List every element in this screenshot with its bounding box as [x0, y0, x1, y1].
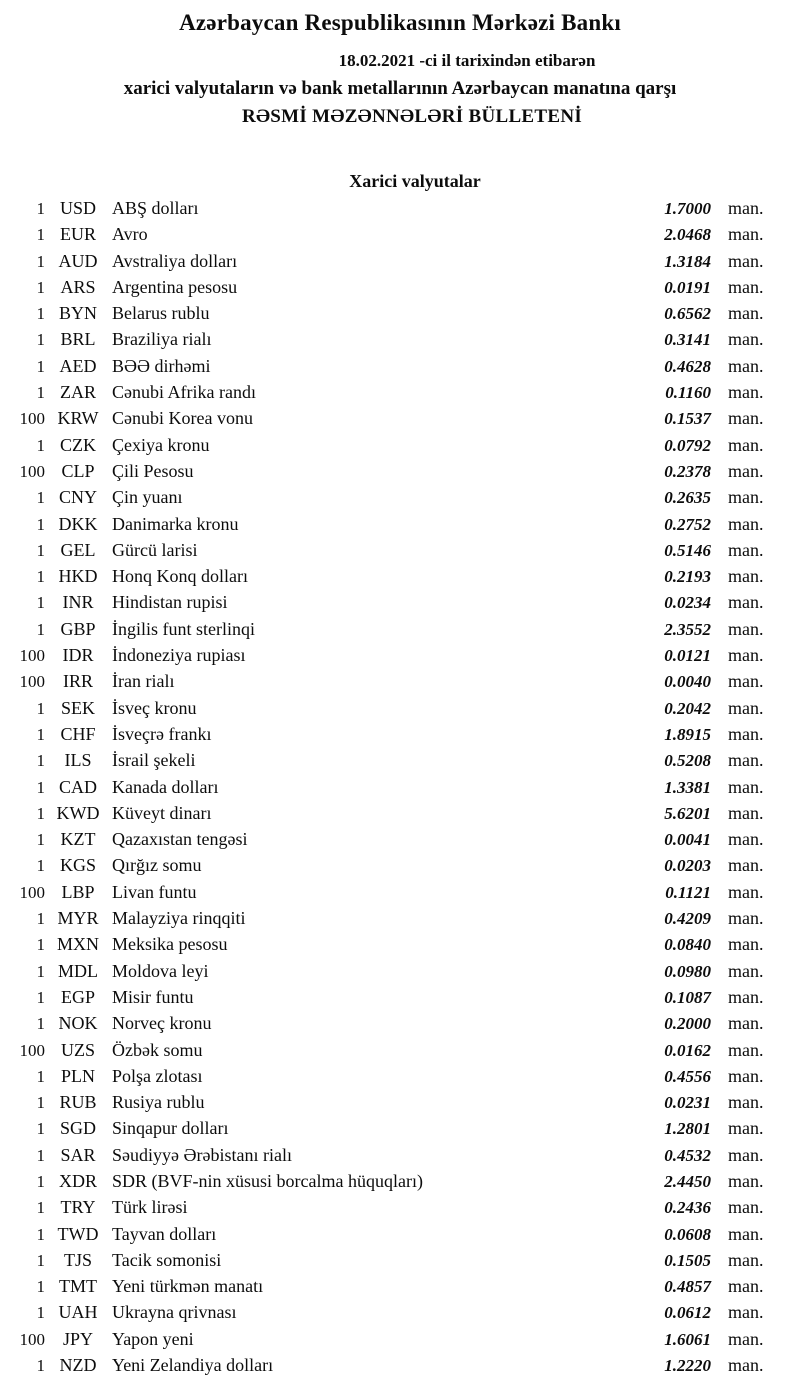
rate-value: 0.5208 [664, 751, 711, 771]
rate-row [0, 1194, 800, 1220]
nominal-quantity: 1 [36, 987, 45, 1007]
currency-name: İngilis funt sterlinqi [112, 618, 255, 639]
currency-code: SAR [60, 1144, 96, 1165]
rate-value: 0.5146 [664, 540, 711, 560]
nominal-quantity: 1 [36, 1303, 45, 1323]
rate-row [0, 1168, 800, 1194]
nominal-quantity: 1 [36, 1093, 45, 1113]
rate-value: 0.0608 [664, 1224, 711, 1244]
currency-code: JPY [62, 1328, 93, 1349]
nominal-quantity: 100 [19, 882, 45, 902]
rate-row [0, 379, 800, 405]
currency-code: MYR [57, 908, 99, 929]
rate-row [0, 484, 800, 510]
effective-date-line: 18.02.2021 -ci il tarixindən etibarən [338, 51, 596, 70]
unit-label: man. [728, 750, 764, 771]
rate-row [0, 1352, 800, 1378]
currency-code: AUD [58, 250, 98, 271]
nominal-quantity: 1 [36, 514, 45, 534]
unit-label: man. [728, 618, 764, 639]
rate-value: 0.1121 [665, 882, 711, 902]
nominal-quantity: 1 [36, 1277, 45, 1297]
nominal-quantity: 1 [36, 1250, 45, 1270]
currency-name: Küveyt dinarı [112, 802, 212, 823]
nominal-quantity: 1 [36, 199, 45, 218]
nominal-quantity: 1 [36, 251, 45, 271]
bank-name-title: Azərbaycan Respublikasının Mərkəzi Bankı [179, 10, 621, 35]
currency-code: TJS [63, 1249, 92, 1270]
currency-name: Rusiya rublu [112, 1092, 205, 1113]
nominal-quantity: 1 [36, 1356, 45, 1376]
unit-label: man. [728, 1223, 764, 1244]
nominal-quantity: 1 [36, 1119, 45, 1139]
unit-label: man. [728, 303, 764, 324]
rate-value: 0.2436 [664, 1198, 711, 1218]
nominal-quantity: 1 [36, 751, 45, 771]
rate-row [0, 1063, 800, 1089]
rate-row [0, 326, 800, 352]
unit-label: man. [728, 592, 764, 613]
rate-value: 1.3381 [664, 777, 711, 797]
currency-code: CHF [60, 723, 96, 744]
rate-value: 0.2378 [664, 461, 711, 481]
rate-value: 0.2193 [664, 567, 711, 587]
unit-label: man. [728, 934, 764, 955]
rate-value: 0.4209 [664, 909, 711, 929]
rate-row [0, 905, 800, 931]
currency-name: Braziliya rialı [112, 329, 212, 350]
rate-value: 1.2801 [664, 1119, 711, 1139]
nominal-quantity: 100 [19, 1329, 45, 1349]
unit-label: man. [728, 276, 764, 297]
currency-code: UZS [60, 1039, 95, 1060]
currency-code: BYN [58, 303, 97, 324]
currency-code: CAD [58, 776, 97, 797]
currency-code: MDL [58, 960, 98, 981]
rate-value: 2.0468 [664, 225, 711, 245]
currency-name: Yapon yeni [112, 1328, 194, 1349]
currency-code: ARS [60, 276, 96, 297]
rate-value: 0.6562 [664, 304, 711, 324]
rate-value: 0.0191 [664, 277, 711, 297]
rate-row [0, 1326, 800, 1352]
currency-name: Tacik somonisi [112, 1249, 222, 1270]
rate-row [0, 774, 800, 800]
currency-name: Hindistan rupisi [112, 592, 228, 613]
nominal-quantity: 1 [36, 1171, 45, 1191]
currency-name: Polşa zlotası [112, 1065, 203, 1086]
currency-code: XDR [58, 1170, 97, 1191]
unit-label: man. [728, 355, 764, 376]
rate-row [0, 221, 800, 247]
nominal-quantity: 1 [36, 1014, 45, 1034]
rate-row [0, 852, 800, 878]
currency-code: TMT [59, 1276, 97, 1297]
unit-label: man. [728, 382, 764, 403]
rate-value: 0.1160 [665, 383, 711, 403]
currency-code: IRR [62, 671, 93, 692]
rate-row [0, 1089, 800, 1115]
rate-row [0, 511, 800, 537]
rate-row [0, 984, 800, 1010]
exchange-rates-table [0, 195, 800, 1378]
currency-code: SEK [60, 697, 95, 718]
rate-row [0, 800, 800, 826]
rate-row [0, 1037, 800, 1063]
unit-label: man. [728, 408, 764, 429]
currency-name: Argentina pesosu [112, 276, 238, 297]
currency-code: CZK [60, 434, 96, 455]
currency-code: DKK [58, 513, 98, 534]
currency-code: CLP [61, 460, 95, 481]
rate-value: 0.0203 [664, 856, 711, 876]
rate-row [0, 1115, 800, 1141]
unit-label: man. [728, 1065, 764, 1086]
rate-row [0, 1010, 800, 1036]
rate-row [0, 931, 800, 957]
unit-label: man. [728, 1170, 764, 1191]
currency-name: Ukrayna qrivnası [112, 1302, 237, 1323]
rate-value: 0.0840 [664, 935, 711, 955]
nominal-quantity: 1 [36, 1066, 45, 1086]
nominal-quantity: 1 [36, 856, 45, 876]
currency-name: BƏƏ dirhəmi [112, 355, 211, 376]
currency-code: KWD [56, 802, 100, 823]
currency-name: SDR (BVF-nin xüsusi borcalma hüquqları) [112, 1170, 423, 1191]
currency-name: İsveçrə frankı [112, 723, 212, 744]
currency-code: INR [62, 592, 94, 613]
currency-name: Avro [112, 224, 148, 245]
nominal-quantity: 1 [36, 435, 45, 455]
rate-value: 1.2220 [664, 1356, 711, 1376]
rate-value: 2.4450 [664, 1171, 711, 1191]
unit-label: man. [728, 434, 764, 455]
rate-value: 0.3141 [664, 330, 711, 350]
unit-label: man. [728, 566, 764, 587]
unit-label: man. [728, 539, 764, 560]
unit-label: man. [728, 513, 764, 534]
unit-label: man. [728, 487, 764, 508]
rate-row [0, 1273, 800, 1299]
unit-label: man. [728, 960, 764, 981]
currency-name: Yeni türkmən manatı [112, 1276, 264, 1297]
currency-code: ILS [64, 750, 92, 771]
rate-row [0, 300, 800, 326]
rate-row [0, 747, 800, 773]
currency-code: USD [59, 198, 96, 218]
currency-name: Belarus rublu [112, 303, 210, 324]
unit-label: man. [728, 1118, 764, 1139]
currency-name: Misir funtu [112, 986, 194, 1007]
currency-name: Meksika pesosu [112, 934, 228, 955]
rate-row [0, 1299, 800, 1325]
nominal-quantity: 1 [36, 488, 45, 508]
currency-name: Qazaxıstan tengəsi [112, 829, 248, 850]
rate-value: 0.4532 [664, 1145, 711, 1165]
currency-name: Çili Pesosu [112, 460, 194, 481]
rate-row [0, 668, 800, 694]
nominal-quantity: 1 [36, 1145, 45, 1165]
currency-name: Türk lirəsi [112, 1197, 188, 1218]
rate-value: 0.0980 [664, 961, 711, 981]
currency-code: EUR [60, 224, 96, 245]
nominal-quantity: 1 [36, 356, 45, 376]
unit-label: man. [728, 1144, 764, 1165]
unit-label: man. [728, 908, 764, 929]
currency-name: İran rialı [112, 671, 175, 692]
unit-label: man. [728, 697, 764, 718]
currency-name: Gürcü larisi [112, 539, 198, 560]
currency-name: İsveç kronu [112, 697, 197, 718]
unit-label: man. [728, 1276, 764, 1297]
currency-name: Norveç kronu [112, 1013, 212, 1034]
currency-code: KZT [60, 829, 96, 850]
unit-label: man. [728, 802, 764, 823]
currency-code: RUB [59, 1092, 97, 1113]
nominal-quantity: 1 [36, 540, 45, 560]
unit-label: man. [728, 855, 764, 876]
unit-label: man. [728, 1039, 764, 1060]
currency-code: UAH [58, 1302, 98, 1323]
currency-code: BRL [60, 329, 96, 350]
nominal-quantity: 1 [36, 961, 45, 981]
rate-row [0, 616, 800, 642]
currency-name: Səudiyyə Ərəbistanı rialı [112, 1144, 292, 1165]
rate-row [0, 195, 800, 221]
rate-row [0, 1247, 800, 1273]
rate-row [0, 432, 800, 458]
rate-row [0, 353, 800, 379]
unit-label: man. [728, 250, 764, 271]
rate-value: 0.1505 [664, 1250, 711, 1270]
rate-row [0, 1142, 800, 1168]
nominal-quantity: 100 [19, 461, 45, 481]
nominal-quantity: 100 [19, 672, 45, 692]
unit-label: man. [728, 1328, 764, 1349]
nominal-quantity: 1 [36, 304, 45, 324]
rate-value: 1.6061 [664, 1329, 711, 1349]
unit-label: man. [728, 198, 764, 218]
nominal-quantity: 100 [19, 1040, 45, 1060]
rate-value: 0.4857 [664, 1277, 711, 1297]
currency-name: Danimarka kronu [112, 513, 239, 534]
nominal-quantity: 1 [36, 698, 45, 718]
rate-value: 0.1087 [664, 987, 711, 1007]
unit-label: man. [728, 986, 764, 1007]
currency-code: HKD [58, 566, 98, 587]
currency-code: LBP [61, 881, 95, 902]
currency-code: EGP [60, 986, 95, 1007]
rate-value: 5.6201 [664, 803, 711, 823]
unit-label: man. [728, 645, 764, 666]
nominal-quantity: 1 [36, 803, 45, 823]
currency-name: Cənubi Afrika randı [112, 382, 256, 403]
rate-value: 0.0162 [664, 1040, 711, 1060]
currency-code: KGS [59, 855, 96, 876]
currency-code: NZD [59, 1355, 97, 1376]
rate-value: 0.0041 [664, 830, 711, 850]
section-title-foreign-currencies: Xarici valyutalar [349, 171, 481, 191]
currency-name: Çexiya kronu [112, 434, 210, 455]
nominal-quantity: 100 [19, 646, 45, 666]
unit-label: man. [728, 1013, 764, 1034]
rate-row [0, 274, 800, 300]
rate-value: 1.7000 [664, 199, 711, 218]
rate-value: 0.2752 [664, 514, 711, 534]
currency-name: Livan funtu [112, 881, 197, 902]
currency-name: Kanada dolları [112, 776, 219, 797]
rate-row [0, 1221, 800, 1247]
currency-code: AED [59, 355, 97, 376]
currency-code: TWD [57, 1223, 99, 1244]
rate-row [0, 826, 800, 852]
unit-label: man. [728, 723, 764, 744]
currency-name: Tayvan dolları [112, 1223, 217, 1244]
unit-label: man. [728, 329, 764, 350]
rate-value: 1.3184 [664, 251, 711, 271]
currency-code: SGD [59, 1118, 96, 1139]
rate-row [0, 958, 800, 984]
currency-name: Sinqapur dolları [112, 1118, 229, 1139]
nominal-quantity: 1 [36, 277, 45, 297]
rate-value: 1.8915 [664, 724, 711, 744]
rate-row [0, 879, 800, 905]
rate-row [0, 589, 800, 615]
rate-value: 0.0231 [664, 1093, 711, 1113]
nominal-quantity: 1 [36, 225, 45, 245]
currency-code: GEL [60, 539, 96, 560]
unit-label: man. [728, 1249, 764, 1270]
currency-name: Honq Konq dolları [112, 566, 248, 587]
rate-value: 0.2000 [664, 1014, 711, 1034]
currency-name: Moldova leyi [112, 960, 209, 981]
currency-code: IDR [62, 645, 94, 666]
currency-name: Avstraliya dolları [112, 250, 238, 271]
rate-row [0, 248, 800, 274]
nominal-quantity: 1 [36, 777, 45, 797]
currency-name: Özbək somu [112, 1039, 203, 1060]
subject-line: xarici valyutaların və bank metallarının Azərbaycan manatına qarşı [123, 78, 677, 99]
rate-value: 0.2635 [664, 488, 711, 508]
currency-name: Malayziya rinqqiti [112, 908, 246, 929]
nominal-quantity: 1 [36, 593, 45, 613]
nominal-quantity: 1 [36, 724, 45, 744]
unit-label: man. [728, 829, 764, 850]
nominal-quantity: 1 [36, 909, 45, 929]
currency-name: Cənubi Korea vonu [112, 408, 253, 429]
rate-value: 2.3552 [664, 619, 711, 639]
currency-name: İsrail şekeli [112, 750, 196, 771]
currency-code: PLN [60, 1065, 95, 1086]
document-header [0, 0, 800, 129]
unit-label: man. [728, 881, 764, 902]
rate-row [0, 642, 800, 668]
currency-name: Çin yuanı [112, 487, 183, 508]
currency-name: ABŞ dolları [112, 198, 199, 218]
nominal-quantity: 1 [36, 935, 45, 955]
rate-value: 0.0612 [664, 1303, 711, 1323]
currency-name: Yeni Zelandiya dolları [112, 1355, 274, 1376]
unit-label: man. [728, 776, 764, 797]
unit-label: man. [728, 224, 764, 245]
rate-row [0, 405, 800, 431]
unit-label: man. [728, 671, 764, 692]
nominal-quantity: 1 [36, 1198, 45, 1218]
bulletin-title: RƏSMİ MƏZƏNNƏLƏRİ BÜLLETENİ [241, 106, 583, 127]
rate-value: 0.4628 [664, 356, 711, 376]
unit-label: man. [728, 1092, 764, 1113]
currency-name: Qırğız somu [112, 855, 202, 876]
rate-value: 0.0234 [664, 593, 711, 613]
nominal-quantity: 1 [36, 1224, 45, 1244]
currency-code: TRY [60, 1197, 96, 1218]
rate-value: 0.0040 [664, 672, 711, 692]
rate-value: 0.4556 [664, 1066, 711, 1086]
rate-value: 0.0792 [664, 435, 711, 455]
currency-code: CNY [58, 487, 97, 508]
rate-value: 0.1537 [664, 409, 711, 429]
rate-value: 0.0121 [664, 646, 711, 666]
rate-row [0, 695, 800, 721]
currency-name: İndoneziya rupiası [112, 645, 246, 666]
nominal-quantity: 1 [36, 330, 45, 350]
unit-label: man. [728, 1197, 764, 1218]
rate-row [0, 721, 800, 747]
unit-label: man. [728, 1302, 764, 1323]
nominal-quantity: 1 [36, 383, 45, 403]
currency-code: MXN [56, 934, 99, 955]
unit-label: man. [728, 1355, 764, 1376]
currency-code: KRW [57, 408, 99, 429]
nominal-quantity: 1 [36, 830, 45, 850]
nominal-quantity: 1 [36, 619, 45, 639]
currency-code: NOK [58, 1013, 98, 1034]
nominal-quantity: 100 [19, 409, 45, 429]
currency-code: GBP [60, 618, 96, 639]
rate-row [0, 537, 800, 563]
unit-label: man. [728, 460, 764, 481]
rate-row [0, 563, 800, 589]
rate-row [0, 458, 800, 484]
nominal-quantity: 1 [36, 567, 45, 587]
rate-value: 0.2042 [664, 698, 711, 718]
currency-code: ZAR [60, 382, 96, 403]
